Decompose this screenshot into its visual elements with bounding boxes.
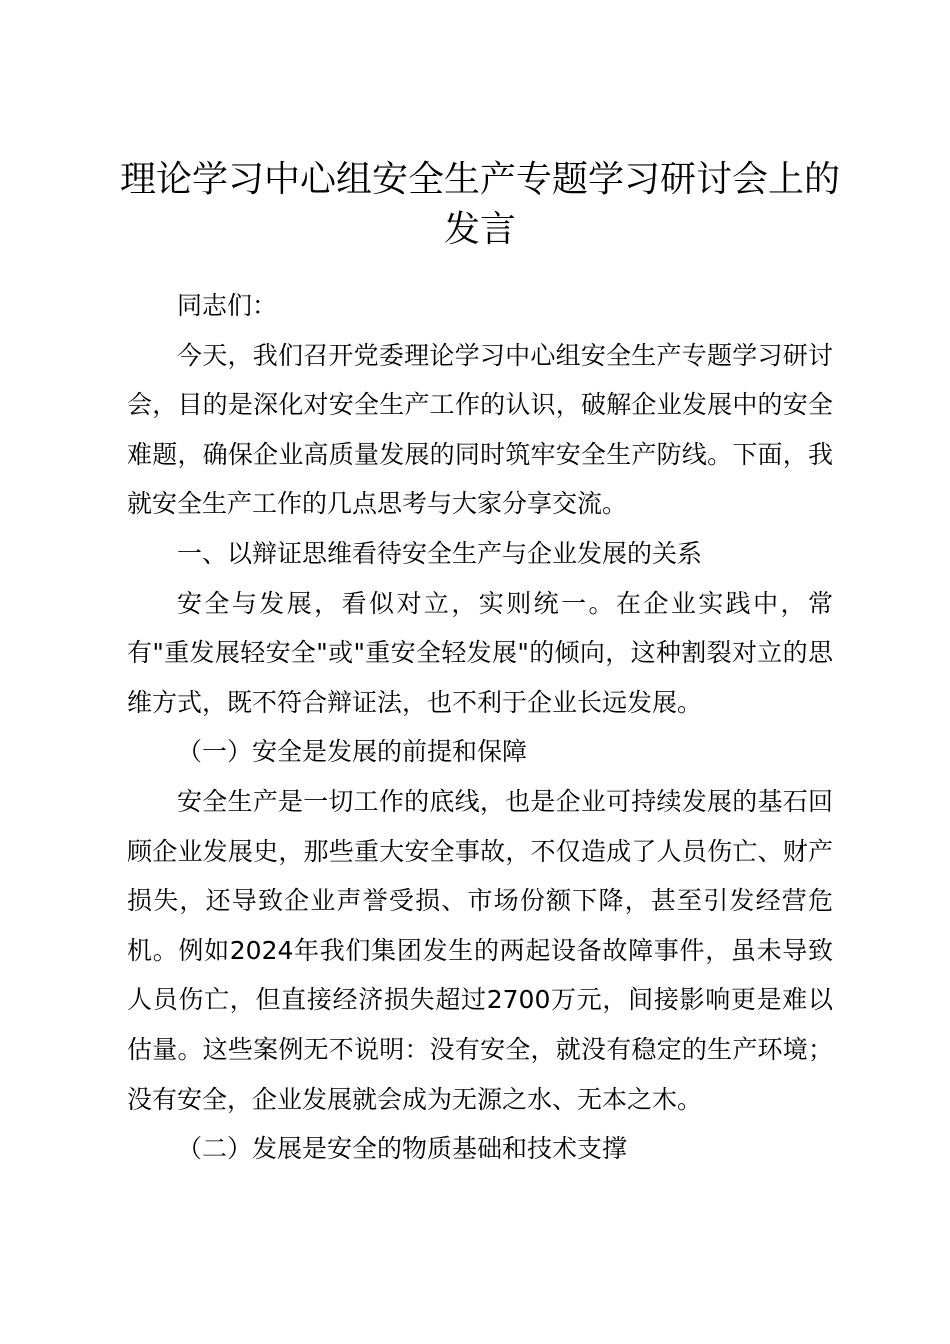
- paragraph-subsection-1: 安全生产是一切工作的底线，也是企业可持续发展的基石回顾企业发展史，那些重大安全事故，不仅造成了人员伤亡、财产损失，还导致企业声誉受损、市场份额下降，甚至引发经营危机。例如2024年我们集团发生的两起设备故障事件，虽未导致人员伤亡，但直接经济损失超过2700万元，间接影响更是难以估量。这些案例无不说明：没有安全，就没有稳定的生产环境；没有安全，企业发展就会成为无源之水、无本之木。: [127, 786, 833, 1114]
- subsection-heading-2: （二）发展是安全的物质基础和技术支撑: [177, 1134, 628, 1164]
- section-heading-1: 一、以辩证思维看待安全生产与企业发展的关系: [177, 538, 703, 568]
- salutation: 同志们：: [177, 291, 278, 320]
- document-title: 理论学习中心组安全生产专题学习研讨会上的发言: [119, 159, 840, 250]
- document-body: [127, 281, 833, 1174]
- subsection-heading-1: （一）安全是发展的前提和保障: [177, 737, 528, 767]
- paragraph-intro: 今天，我们召开党委理论学习中心组安全生产专题学习研讨会，目的是深化对安全生产工作的认识，破解企业发展中的安全难题，确保企业高质量发展的同时筑牢安全生产防线。下面，我就安全生产工作的几点思考与大家分享交流。: [127, 340, 833, 519]
- paragraph-section-1: 安全与发展，看似对立，实则统一。在企业实践中，常有"重发展轻安全"或"重安全轻发展"的倾向，这种割裂对立的思维方式，既不符合辩证法，也不利于企业长远发展。: [127, 588, 833, 717]
